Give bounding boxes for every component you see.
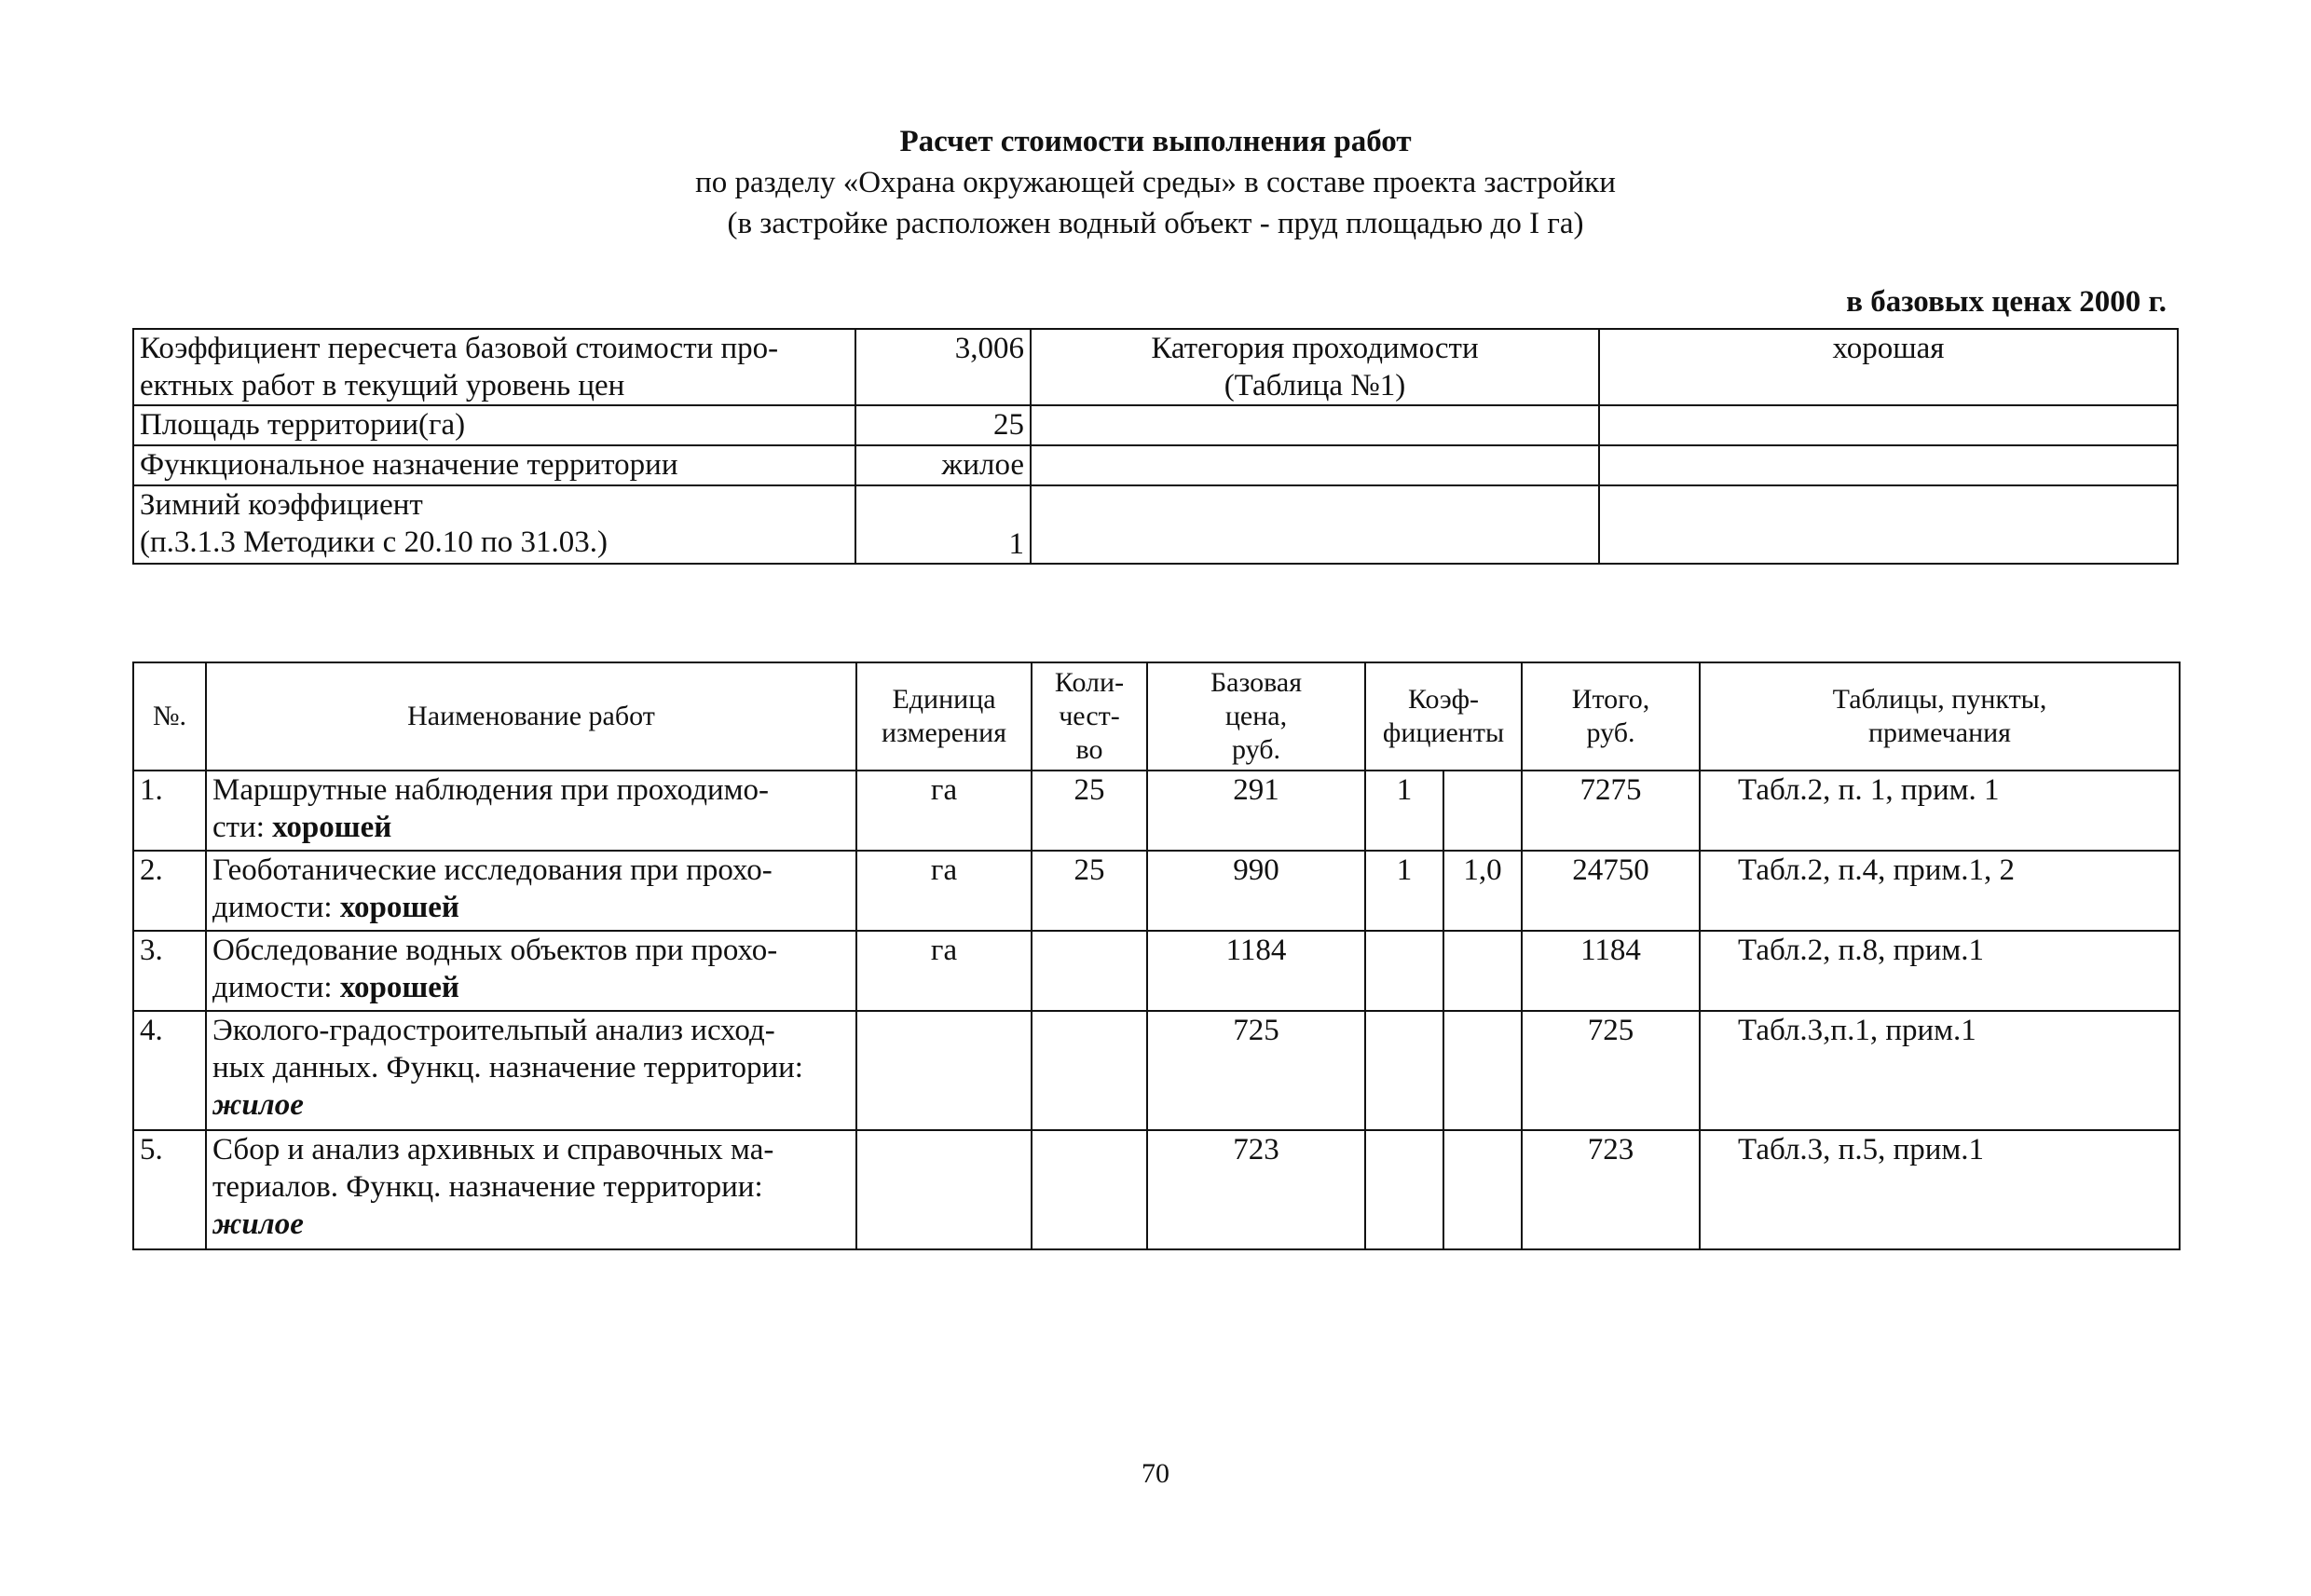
coefficient-label-line1: Коэффициент пересчета базовой стоимости про- <box>140 332 779 365</box>
header-notes <box>1700 662 2180 771</box>
winter-label-line2: (п.3.1.3 Методики с 20.10 по 31.03.) <box>140 525 608 559</box>
row-coef1: 1 <box>1365 851 1443 931</box>
header-unit <box>856 662 1032 771</box>
row-unit: га <box>856 851 1032 931</box>
empty-cell <box>1599 485 2178 564</box>
page-number: 70 <box>1142 1458 1169 1489</box>
row-qty <box>1032 1011 1147 1130</box>
row-name-line2: сти: <box>212 811 273 844</box>
header-coef-line1: Коэф- <box>1407 684 1479 715</box>
row-unit <box>856 1130 1032 1249</box>
row-qualifier: хорошей <box>272 811 392 844</box>
row-note: Табл.3,п.1, прим.1 <box>1700 1011 2180 1130</box>
row-coef1 <box>1365 1130 1443 1249</box>
document-subtitle-note: (в застройке расположен водный объект - пруд площадью до I га) <box>727 207 1584 240</box>
row-total: 725 <box>1522 1011 1700 1130</box>
row-unit: га <box>856 771 1032 851</box>
document-title: Расчет стоимости выполнения работ <box>899 125 1412 158</box>
row-name <box>206 1011 856 1130</box>
category-label <box>1031 329 1599 405</box>
coefficient-value: 3,006 <box>855 329 1031 405</box>
header-total <box>1522 662 1700 771</box>
row-total: 723 <box>1522 1130 1700 1249</box>
winter-label-line1: Зимний коэффициент <box>140 488 423 522</box>
row-name-line2: териалов. Функц. назначение территории: <box>212 1170 763 1204</box>
row-note: Табл.3, п.5, прим.1 <box>1700 1130 2180 1249</box>
row-unit <box>856 1011 1032 1130</box>
row-qty <box>1032 931 1147 1011</box>
row-qualifier: хорошей <box>339 971 459 1004</box>
row-total: 1184 <box>1522 931 1700 1011</box>
function-value: жилое <box>855 445 1031 485</box>
header-qty-line3: во <box>1075 734 1103 765</box>
row-name <box>206 1130 856 1249</box>
row-total: 7275 <box>1522 771 1700 851</box>
header-unit-line2: измерения <box>881 717 1006 748</box>
row-coef1 <box>1365 1011 1443 1130</box>
row-coef1: 1 <box>1365 771 1443 851</box>
table-row <box>133 771 2180 851</box>
header-qty <box>1032 662 1147 771</box>
empty-cell <box>1031 445 1599 485</box>
document-header <box>0 121 2311 244</box>
row-coef2 <box>1443 1130 1522 1249</box>
row-total: 24750 <box>1522 851 1700 931</box>
row-name-line1: Сбор и анализ архивных и справочных ма- <box>212 1133 774 1166</box>
row-qty <box>1032 1130 1147 1249</box>
row-qualifier: жилое <box>212 1207 304 1241</box>
param-row-coefficient <box>133 329 2178 405</box>
row-name <box>206 771 856 851</box>
table-row <box>133 931 2180 1011</box>
category-label-line2: (Таблица №1) <box>1224 369 1406 402</box>
row-num: 2. <box>133 851 206 931</box>
empty-cell <box>1031 485 1599 564</box>
empty-cell <box>1599 445 2178 485</box>
empty-cell <box>1599 405 2178 445</box>
row-coef2 <box>1443 771 1522 851</box>
row-name-line2: димости: <box>212 891 340 924</box>
category-label-line1: Категория проходимости <box>1151 332 1479 365</box>
row-unit: га <box>856 931 1032 1011</box>
row-price: 990 <box>1147 851 1365 931</box>
row-name-line1: Обследование водных объектов при прохо- <box>212 934 778 967</box>
row-note: Табл.2, п.4, прим.1, 2 <box>1700 851 2180 931</box>
works-cost-table <box>132 662 2181 1250</box>
row-name <box>206 931 856 1011</box>
row-name-line1: Маршрутные наблюдения при проходимо- <box>212 773 770 807</box>
header-total-line2: руб. <box>1586 717 1635 748</box>
header-price-line1: Базовая <box>1210 667 1303 698</box>
header-notes-line2: примечания <box>1868 717 2011 748</box>
header-price-line3: руб. <box>1232 734 1280 765</box>
row-name-line2: димости: <box>212 971 340 1004</box>
table-row <box>133 1130 2180 1249</box>
header-coef <box>1365 662 1522 771</box>
param-row-area <box>133 405 2178 445</box>
header-qty-line2: чест- <box>1059 701 1120 731</box>
header-qty-line1: Коли- <box>1054 667 1125 698</box>
parameters-table <box>132 328 2179 565</box>
coefficient-label <box>133 329 855 405</box>
table-row <box>133 851 2180 931</box>
row-qualifier: хорошей <box>339 891 459 924</box>
category-value: хорошая <box>1599 329 2178 405</box>
base-prices-note: в базовых ценах 2000 г. <box>1846 285 2167 319</box>
row-num: 4. <box>133 1011 206 1130</box>
header-notes-line1: Таблицы, пункты, <box>1832 684 2047 715</box>
param-row-function <box>133 445 2178 485</box>
row-qty: 25 <box>1032 771 1147 851</box>
function-label: Функциональное назначение территории <box>133 445 855 485</box>
area-value: 25 <box>855 405 1031 445</box>
empty-cell <box>1031 405 1599 445</box>
header-name: Наименование работ <box>206 662 856 771</box>
header-total-line1: Итого, <box>1571 684 1650 715</box>
param-row-winter <box>133 485 2178 564</box>
row-coef1 <box>1365 931 1443 1011</box>
row-name-line1: Геоботанические исследования при прохо- <box>212 853 773 887</box>
area-label: Площадь территории(га) <box>133 405 855 445</box>
coefficient-label-line2: ектных работ в текущий уровень цен <box>140 369 625 402</box>
row-coef2 <box>1443 1011 1522 1130</box>
header-price <box>1147 662 1365 771</box>
row-num: 5. <box>133 1130 206 1249</box>
winter-label <box>133 485 855 564</box>
row-note: Табл.2, п.8, прим.1 <box>1700 931 2180 1011</box>
winter-value: 1 <box>855 485 1031 564</box>
header-coef-line2: фициенты <box>1382 717 1505 748</box>
row-qualifier: жилое <box>212 1088 304 1122</box>
header-unit-line1: Единица <box>892 684 996 715</box>
header-price-line2: цена, <box>1224 701 1288 731</box>
row-num: 3. <box>133 931 206 1011</box>
row-num: 1. <box>133 771 206 851</box>
table-row <box>133 1011 2180 1130</box>
document-subtitle: по разделу «Охрана окружающей среды» в составе проекта застройки <box>695 166 1616 199</box>
row-price: 1184 <box>1147 931 1365 1011</box>
row-name-line2: ных данных. Функц. назначение территории: <box>212 1051 803 1084</box>
row-coef2 <box>1443 931 1522 1011</box>
row-name-line1: Эколого-градостроительпый анализ исход- <box>212 1014 775 1047</box>
row-qty: 25 <box>1032 851 1147 931</box>
row-note: Табл.2, п. 1, прим. 1 <box>1700 771 2180 851</box>
header-num: №. <box>133 662 206 771</box>
row-price: 291 <box>1147 771 1365 851</box>
row-price: 725 <box>1147 1011 1365 1130</box>
row-price: 723 <box>1147 1130 1365 1249</box>
row-coef2: 1,0 <box>1443 851 1522 931</box>
works-header-row <box>133 662 2180 771</box>
row-name <box>206 851 856 931</box>
